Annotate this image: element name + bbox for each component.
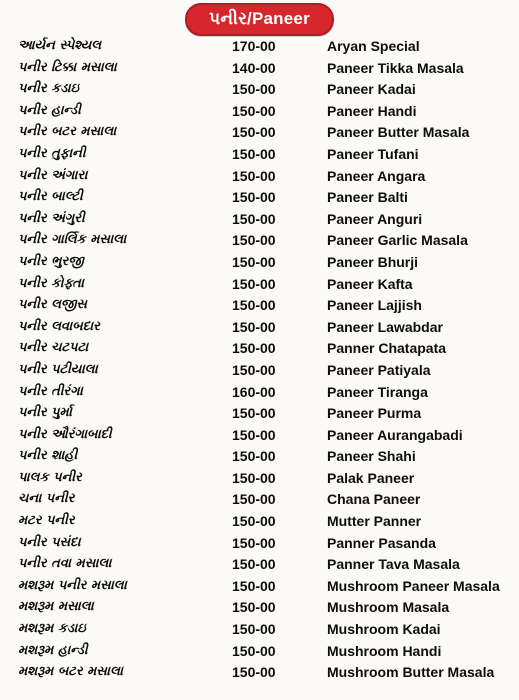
menu-item — [0, 554, 519, 576]
menu-item-english-name: Paneer Angara — [327, 167, 426, 184]
menu-item-gujarati-name: પનીર શાહી — [18, 448, 78, 464]
menu-item-english-name: Aryan Special — [327, 38, 420, 54]
menu-item — [0, 230, 519, 252]
menu-item — [0, 641, 519, 663]
menu-item-gujarati-name: મશરૂમ હાન્ડી — [18, 642, 88, 658]
menu-item-price: 150-00 — [232, 621, 276, 638]
menu-item-gujarati-name: પનીર ચટપટા — [18, 340, 89, 356]
menu-item-gujarati-name: મશરૂમ બટર મસાલા — [18, 664, 123, 680]
menu-item-gujarati-name: પનીર ભુરજી — [18, 253, 84, 269]
menu-item-price: 150-00 — [232, 664, 276, 681]
menu-item-price: 150-00 — [232, 167, 276, 184]
menu-item-gujarati-name: પનીર લવાબદાર — [18, 318, 100, 334]
menu-item-gujarati-name: પનીર લજીસ — [18, 297, 87, 313]
menu-item-english-name: Paneer Lawabdar — [327, 318, 443, 335]
menu-item-price: 150-00 — [232, 556, 276, 573]
menu-item — [0, 446, 519, 468]
menu-item-english-name: Mushroom Handi — [327, 642, 442, 659]
menu-item-gujarati-name: મશરૂમ કડાઇ — [18, 621, 86, 637]
menu-item — [0, 403, 519, 425]
menu-item-price: 150-00 — [232, 405, 276, 422]
menu-item-english-name: Panner Chatapata — [327, 340, 447, 357]
menu-item-price: 150-00 — [232, 340, 276, 357]
menu-item-price: 150-00 — [232, 275, 276, 292]
menu-item — [0, 468, 519, 490]
menu-item-english-name: Mushroom Paneer Masala — [327, 577, 500, 594]
section-title: પનીર/Paneer — [185, 3, 334, 36]
menu-item-price: 150-00 — [232, 318, 276, 335]
menu-item-gujarati-name: પનીર અંગુરી — [18, 210, 85, 226]
menu-item-english-name: Palak Paneer — [327, 469, 415, 486]
menu-item-price: 150-00 — [232, 577, 276, 594]
menu-item — [0, 619, 519, 641]
menu-item-gujarati-name: પનીર બાલ્ટી — [18, 189, 83, 205]
menu-item-english-name: Paneer Handi — [327, 102, 417, 119]
menu-item-gujarati-name: પનીર ગાર્લિક મસાલા — [18, 232, 127, 248]
menu-item-gujarati-name: પનીર તવા મસાલા — [18, 556, 112, 572]
menu-item — [0, 533, 519, 555]
menu-item-price: 150-00 — [232, 599, 276, 616]
menu-item-price: 160-00 — [232, 383, 276, 400]
menu-item — [0, 144, 519, 166]
menu-item — [0, 511, 519, 533]
menu-item-english-name: Panner Pasanda — [327, 534, 436, 551]
menu-item-price: 150-00 — [232, 513, 276, 530]
menu-item-gujarati-name: મશરૂમ પનીર મસાલા — [18, 577, 127, 593]
menu-item-price: 150-00 — [232, 491, 276, 508]
menu-item-gujarati-name: આર્યન સ્પેશ્યલ — [18, 38, 102, 53]
menu-item — [0, 489, 519, 511]
menu-item-price: 150-00 — [232, 297, 276, 314]
menu-item-english-name: Paneer Shahi — [327, 448, 416, 465]
menu-item-price: 150-00 — [232, 361, 276, 378]
menu-item-price: 150-00 — [232, 232, 276, 249]
menu-item-price: 150-00 — [232, 145, 276, 162]
menu-item-price: 170-00 — [232, 38, 276, 54]
menu-item-english-name: Mushroom Masala — [327, 599, 450, 616]
menu-item-price: 150-00 — [232, 81, 276, 98]
menu-item-price: 140-00 — [232, 59, 276, 76]
menu-item-english-name: Mutter Panner — [327, 513, 422, 530]
menu-item-english-name: Paneer Bhurji — [327, 253, 419, 270]
menu-item — [0, 597, 519, 619]
menu-item-english-name: Paneer Lajjish — [327, 297, 422, 314]
menu-item — [0, 576, 519, 598]
menu-item-price: 150-00 — [232, 448, 276, 465]
menu-item-price: 150-00 — [232, 189, 276, 206]
menu-item — [0, 36, 519, 58]
menu-item-gujarati-name: પનીર બટર મસાલા — [18, 124, 117, 140]
menu-item-english-name: Paneer Tiranga — [327, 383, 428, 400]
menu-item — [0, 662, 519, 684]
menu-item-gujarati-name: પનીર પટીયાલા — [18, 361, 98, 377]
menu-item — [0, 425, 519, 447]
menu-item-gujarati-name: પનીર તુફાની — [18, 145, 86, 161]
menu-item-english-name: Paneer Kadai — [327, 81, 416, 98]
menu-item — [0, 209, 519, 231]
menu-item — [0, 187, 519, 209]
menu-item — [0, 382, 519, 404]
menu-item-english-name: Paneer Patiyala — [327, 361, 431, 378]
menu-item-english-name: Paneer Tufani — [327, 145, 419, 162]
menu-item-english-name: Paneer Garlic Masala — [327, 232, 468, 249]
menu-item-gujarati-name: પનીર પસંદા — [18, 534, 81, 550]
menu-item-price: 150-00 — [232, 469, 276, 486]
menu-item-price: 150-00 — [232, 253, 276, 270]
menu-item — [0, 122, 519, 144]
menu-item — [0, 101, 519, 123]
menu-item-price: 150-00 — [232, 642, 276, 659]
menu-item-english-name: Paneer Purma — [327, 405, 422, 422]
menu-item-gujarati-name: પાલક પનીર — [18, 469, 82, 485]
menu-item-gujarati-name: પનીર તીરંગા — [18, 383, 83, 399]
menu-item — [0, 274, 519, 296]
menu-item — [0, 360, 519, 382]
menu-item-gujarati-name: પનીર કડાઇ — [18, 81, 79, 97]
menu-item-english-name: Paneer Aurangabadi — [327, 426, 463, 443]
menu-item-gujarati-name: પનીર પુર્મા — [18, 405, 72, 421]
menu-list — [0, 36, 519, 684]
section-header — [0, 2, 519, 36]
menu-item-english-name: Chana Paneer — [327, 491, 421, 508]
menu-item — [0, 317, 519, 339]
menu-item-price: 150-00 — [232, 102, 276, 119]
menu-item-english-name: Paneer Kafta — [327, 275, 413, 292]
menu-item — [0, 79, 519, 101]
menu-item-gujarati-name: પનીર અંગારા — [18, 167, 88, 183]
menu-item-gujarati-name: મશરૂમ મસાલા — [18, 599, 94, 615]
menu-item-english-name: Mushroom Kadai — [327, 621, 441, 638]
menu-item — [0, 295, 519, 317]
menu-item — [0, 58, 519, 80]
menu-item-english-name: Paneer Anguri — [327, 210, 423, 227]
menu-item-gujarati-name: પનીર કોફ્તા — [18, 275, 84, 291]
menu-item-english-name: Paneer Tikka Masala — [327, 59, 464, 76]
menu-item — [0, 252, 519, 274]
menu-item-english-name: Mushroom Butter Masala — [327, 664, 495, 681]
menu-item-gujarati-name: પનીર ઔરંગાબાદી — [18, 426, 112, 442]
menu-item-price: 150-00 — [232, 210, 276, 227]
menu-item-price: 150-00 — [232, 534, 276, 551]
menu-item — [0, 338, 519, 360]
menu-item-gujarati-name: મટર પનીર — [18, 513, 75, 529]
menu-item-gujarati-name: પનીર ટિક્કા મસાલા — [18, 59, 117, 75]
menu-item-price: 150-00 — [232, 426, 276, 443]
menu-item-english-name: Paneer Butter Masala — [327, 124, 470, 141]
menu-item-price: 150-00 — [232, 124, 276, 141]
menu-item — [0, 166, 519, 188]
menu-item-english-name: Panner Tava Masala — [327, 556, 460, 573]
menu-item-gujarati-name: પનીર હાન્ડી — [18, 102, 81, 118]
menu-item-english-name: Paneer Balti — [327, 189, 408, 206]
menu-item-gujarati-name: ચના પનીર — [18, 491, 75, 507]
